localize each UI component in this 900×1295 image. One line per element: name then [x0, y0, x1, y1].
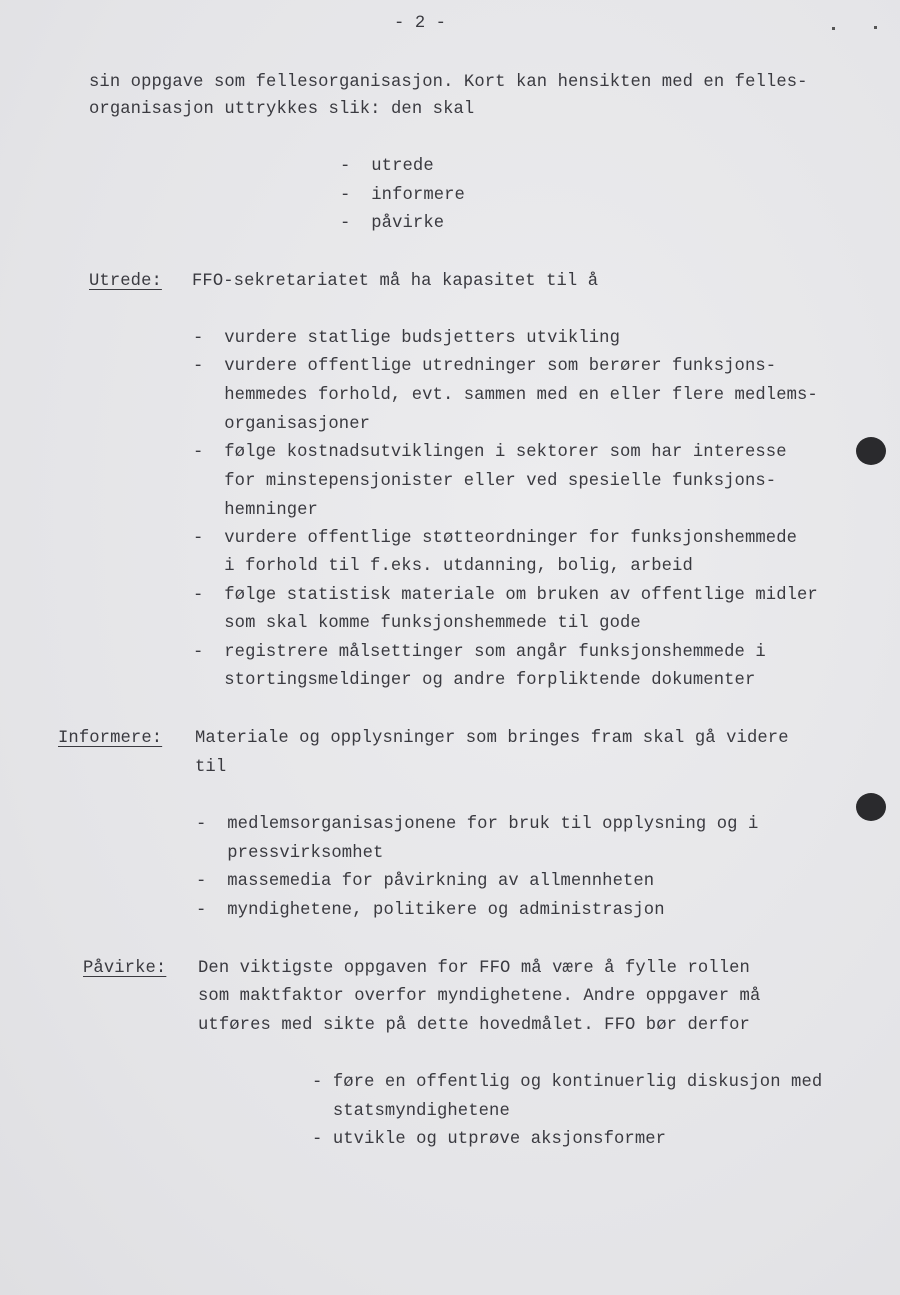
bullet-line: stortingsmeldinger og andre forpliktende dokumenter	[193, 671, 756, 690]
bullet-line: for minstepensjonister eller ved spesielle funksjons-	[193, 472, 777, 491]
speck-mark	[832, 27, 835, 30]
bullet-line: organisasjoner	[193, 415, 371, 434]
bullet-line: - vurdere statlige budsjetters utvikling	[193, 329, 620, 348]
bullet-line: - følge kostnadsutviklingen i sektorer som har interesse	[193, 443, 787, 462]
bullet-line: hemmedes forhold, evt. sammen med en eller flere medlems-	[193, 386, 818, 405]
aim-item: - påvirke	[340, 214, 445, 233]
bullet-line: - føre en offentlig og kontinuerlig diskusjon med	[312, 1073, 823, 1092]
section-label-utrede: Utrede:	[89, 272, 162, 291]
intro-line: organisasjon uttrykkes slik: den skal	[89, 100, 475, 119]
bullet-line: pressvirksomhet	[196, 844, 384, 863]
section-label-informere: Informere:	[58, 729, 163, 748]
aim-item: - informere	[340, 186, 465, 205]
bullet-line: - vurdere offentlige utredninger som berører funksjons-	[193, 357, 777, 376]
punch-hole	[856, 793, 886, 821]
bullet-line: statsmyndighetene	[312, 1102, 510, 1121]
section-text: Materiale og opplysninger som bringes fram skal gå videre	[195, 729, 789, 748]
intro-line: sin oppgave som fellesorganisasjon. Kort kan hensikten med en felles-	[89, 73, 808, 92]
bullet-line: - medlemsorganisasjonene for bruk til opplysning og i	[196, 815, 759, 834]
section-text: FFO-sekretariatet må ha kapasitet til å	[192, 272, 599, 291]
page-number: - 2 -	[394, 14, 447, 33]
bullet-line: - utvikle og utprøve aksjonsformer	[312, 1130, 667, 1149]
bullet-line: - myndighetene, politikere og administrasjon	[196, 901, 665, 920]
bullet-line: - massemedia for påvirkning av allmennheten	[196, 872, 655, 891]
section-text: til	[195, 758, 227, 777]
bullet-line: i forhold til f.eks. utdanning, bolig, arbeid	[193, 557, 693, 576]
punch-hole	[856, 437, 886, 465]
bullet-line: - registrere målsettinger som angår funksjonshemmede i	[193, 643, 766, 662]
section-text: som maktfaktor overfor myndighetene. Andre oppgaver må	[198, 987, 761, 1006]
bullet-line: - følge statistisk materiale om bruken av offentlige midler	[193, 586, 818, 605]
section-text: Den viktigste oppgaven for FFO må være å fylle rollen	[198, 959, 750, 978]
section-label-pavirke: Påvirke:	[83, 959, 167, 978]
speck-mark	[874, 26, 877, 29]
bullet-line: hemninger	[193, 501, 318, 520]
bullet-line: som skal komme funksjonshemmede til gode	[193, 614, 641, 633]
bullet-line: - vurdere offentlige støtteordninger for funksjonshemmede	[193, 529, 798, 548]
aim-item: - utrede	[340, 157, 434, 176]
section-text: utføres med sikte på dette hovedmålet. FFO bør derfor	[198, 1016, 750, 1035]
